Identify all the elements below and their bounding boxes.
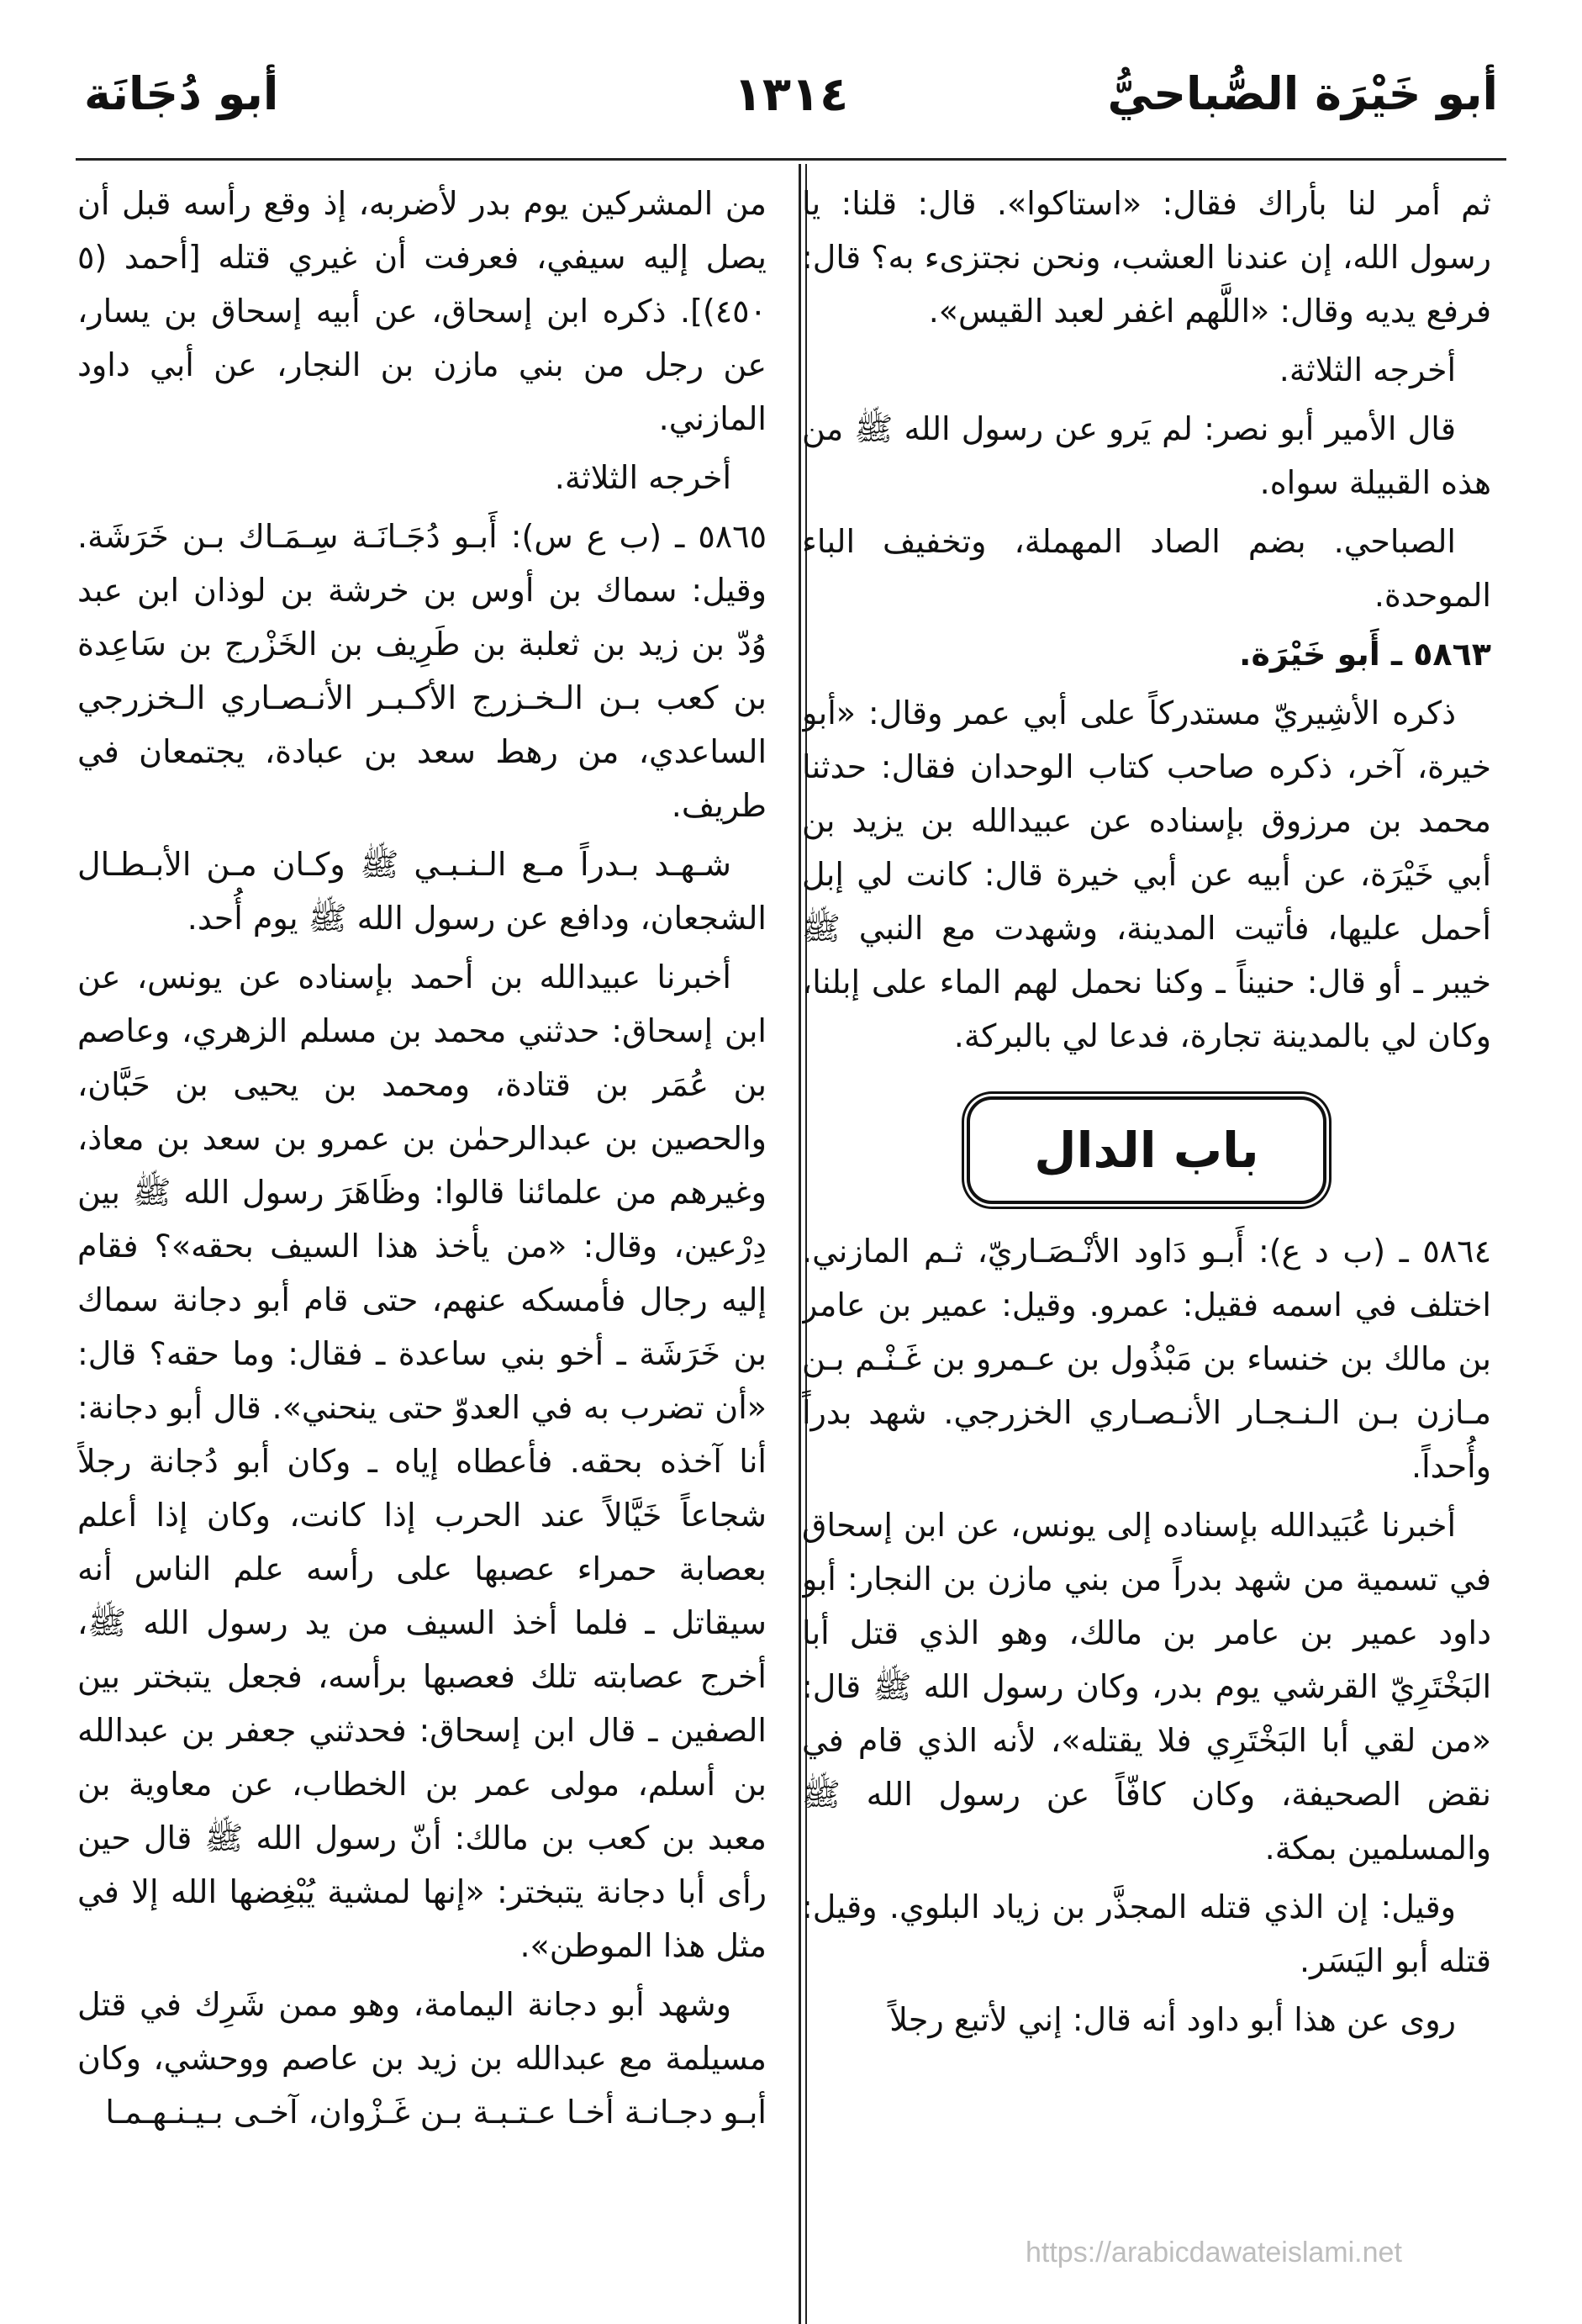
paragraph: أخبرنا عبيدالله بن أحمد بإسناده عن يونس، عن ابن إسحاق: حدثني محمد بن مسلم الزهري، وعاصم بن عُمَر بن قتادة، ومحمد بن يحيى بن حَبَّان، والحصين بن عبدالرحمٰن بن عمرو بن سعد بن معاذ، وغيرهم من علمائنا قالوا: وظَاهَرَ رسول الله ﷺ بين دِرْعين، وقال: «من يأخذ هذا السيف بحقه»؟ فقام إليه رجال فأمسكه عنهم، حتى قام أبو دجانة سماك بن خَرَشَة ـ أخو بني ساعدة ـ فقال: وما حقه؟ قال: «أن تضرب به في العدوّ حتى ينحني». قال أبو دجانة: أنا آخذه بحقه. فأعطاه إياه ـ وكان أبو دُجانة رجلاً شجاعاً خَيَّالاً عند الحرب إذا كانت، وكان إذا أعلم بعصابة حمراء عصبها على رأسه علم الناس أنه سيقاتل ـ فلما أخذ السيف من يد رسول الله ﷺ، أخرج عصابته تلك فعصبها برأسه، فجعل يتبختر بين الصفين ـ قال ابن إسحاق: فحدثني جعفر بن عبدالله بن أسلم، مولى عمر بن الخطاب، عن معاوية بن معبد بن كعب بن مالك: أنّ رسول الله ﷺ قال حين رأى أبا دجانة يتبختر: «إنها لمشية يُبْغِضها الله إلا في مثل هذا الموطن».: [77, 959, 767, 1964]
paragraph: أخبرنا عُبَيدالله بإسناده إلى يونس، عن ابن إسحاق في تسمية من شهد بدراً من بني مازن بن النجار: أبو داود عمير بن عامر بن مالك، وهو الذي قتل أبا البَخْتَرِيّ القرشي يوم بدر، وكان رسول الله ﷺ قال: «من لقي أبا البَخْتَرِي فلا يقتله»، لأنه الذي قام في نقض الصحيفة، وكان كافّاً عن رسول الله ﷺ والمسلمين بمكة.: [802, 1507, 1491, 1867]
section-title-box: [967, 1096, 1326, 1204]
entry-paragraph: ٥٨٦٥ ـ (ب ع س): أَبـو دُجَـانَـة سِـمَـاك بـن خَرَشَة. وقيل: سماك بن أوس بن خرشة بن لوذان ابن عبد وُدّ بن زيد بن ثعلبة بن طَرِيف بن الخَزْرج بن سَاعِدة بن كعب بـن الـخـزرج الأكـبـر الأنـصـاري الـخزرجي الساعدي، من رهط سعد بن عبادة، يجتمعان في طريف.: [77, 518, 767, 824]
running-title-right: أبو خَيْرَة الصُّباحيُّ: [1107, 67, 1498, 120]
watermark-url: https://arabicdawateislami.net: [1026, 2237, 1402, 2269]
paragraph: قال الأمير أبو نصر: لم يَرو عن رسول الله ﷺ من هذه القبيلة سواه.: [802, 410, 1491, 501]
paragraph: ذكره الأشِيريّ مستدركاً على أبي عمر وقال: «أبو خيرة، آخر، ذكره صاحب كتاب الوحدان فقال: حدثنا محمد بن مرزوق بإسناده عن عبيدالله بن يزيد بن أبي خَيْرَة، عن أبيه عن أبي خيرة قال: كانت لي إبل أحمل عليها، فأتيت المدينة، وشهدت مع النبي ﷺ خيبر ـ أو قال: حنيناً ـ وكنا نحمل لهم الماء على إبلنا، وكان لي بالمدينة تجارة، فدعا لي بالبركة.: [802, 695, 1491, 1054]
paragraph: وشهد أبو دجانة اليمامة، وهو ممن شَرِك في قتل مسيلمة مع عبدالله بن زيد بن عاصم ووحشي، وكان أبـو دجـانـة أخـا عـتـبـة بـن غَـزْوان، آخـى بـيـنـهـمـا: [77, 1986, 767, 2131]
entry-heading: ٥٨٦٣ ـ أَبو خَيْرَة.: [1239, 636, 1491, 673]
section-title: باب الدال: [1034, 1122, 1259, 1179]
paragraph: أخرجه الثلاثة.: [1279, 351, 1456, 388]
running-title-left: أبو دُجَانَة: [84, 67, 279, 120]
entry-paragraph: ٥٨٦٤ ـ (ب د ع): أَبـو دَاود الأنْـصَـاريّ، ثـم المازني. اختلف في اسمه فقيل: عمرو. وقيل: عمير بن عامر بن مالك بن خنساء بن مَبْذُول بن عـمرو بن غَـنْـم بـن مـازن بـن الـنـجـار الأنـصـاري الخزرجي. شهد بدراً وأُحداً.: [802, 1233, 1491, 1485]
column-divider: [799, 164, 801, 2324]
paragraph: وقيل: إن الذي قتله المجذَّر بن زياد البلوي. وقيل: قتله أبو اليَسَر.: [802, 1888, 1491, 1979]
paragraph: الصباحي. بضم الصاد المهملة، وتخفيف الباء الموحدة.: [802, 523, 1491, 614]
paragraph: من المشركين يوم بدر لأضربه، إذ وقع رأسه قبل أن يصل إليه سيفي، فعرفت أن غيري قتله [أحمد (٥ ٤٥٠)]. ذكره ابن إسحاق، عن أبيه إسحاق بن يسار، عن رجل من بني مازن بن النجار، عن أبي داود المازني.: [77, 185, 767, 437]
paragraph: ثم أمر لنا بأراك فقال: «استاكوا». قال: قلنا: يا رسول الله، إن عندنا العشب، ونحن نجتزىء به؟ قال: فرفع يديه وقال: «اللَّهم اغفر لعبد القيس».: [802, 185, 1491, 330]
paragraph: روى عن هذا أبو داود أنه قال: إني لأتبع رجلاً: [889, 2001, 1456, 2038]
header-rule: [76, 158, 1506, 161]
page-header: [84, 67, 1498, 143]
paragraph: أخرجه الثلاثة.: [554, 459, 731, 496]
paragraph: شـهـد بـدراً مـع الـنـبـي ﷺ وكـان مـن الأبـطـال الشجعان، ودافع عن رسول الله ﷺ يوم أُحد.: [77, 846, 767, 937]
page-number: ١٣١٤: [733, 67, 849, 122]
right-column: [802, 177, 1491, 2253]
left-column: [77, 177, 767, 2253]
